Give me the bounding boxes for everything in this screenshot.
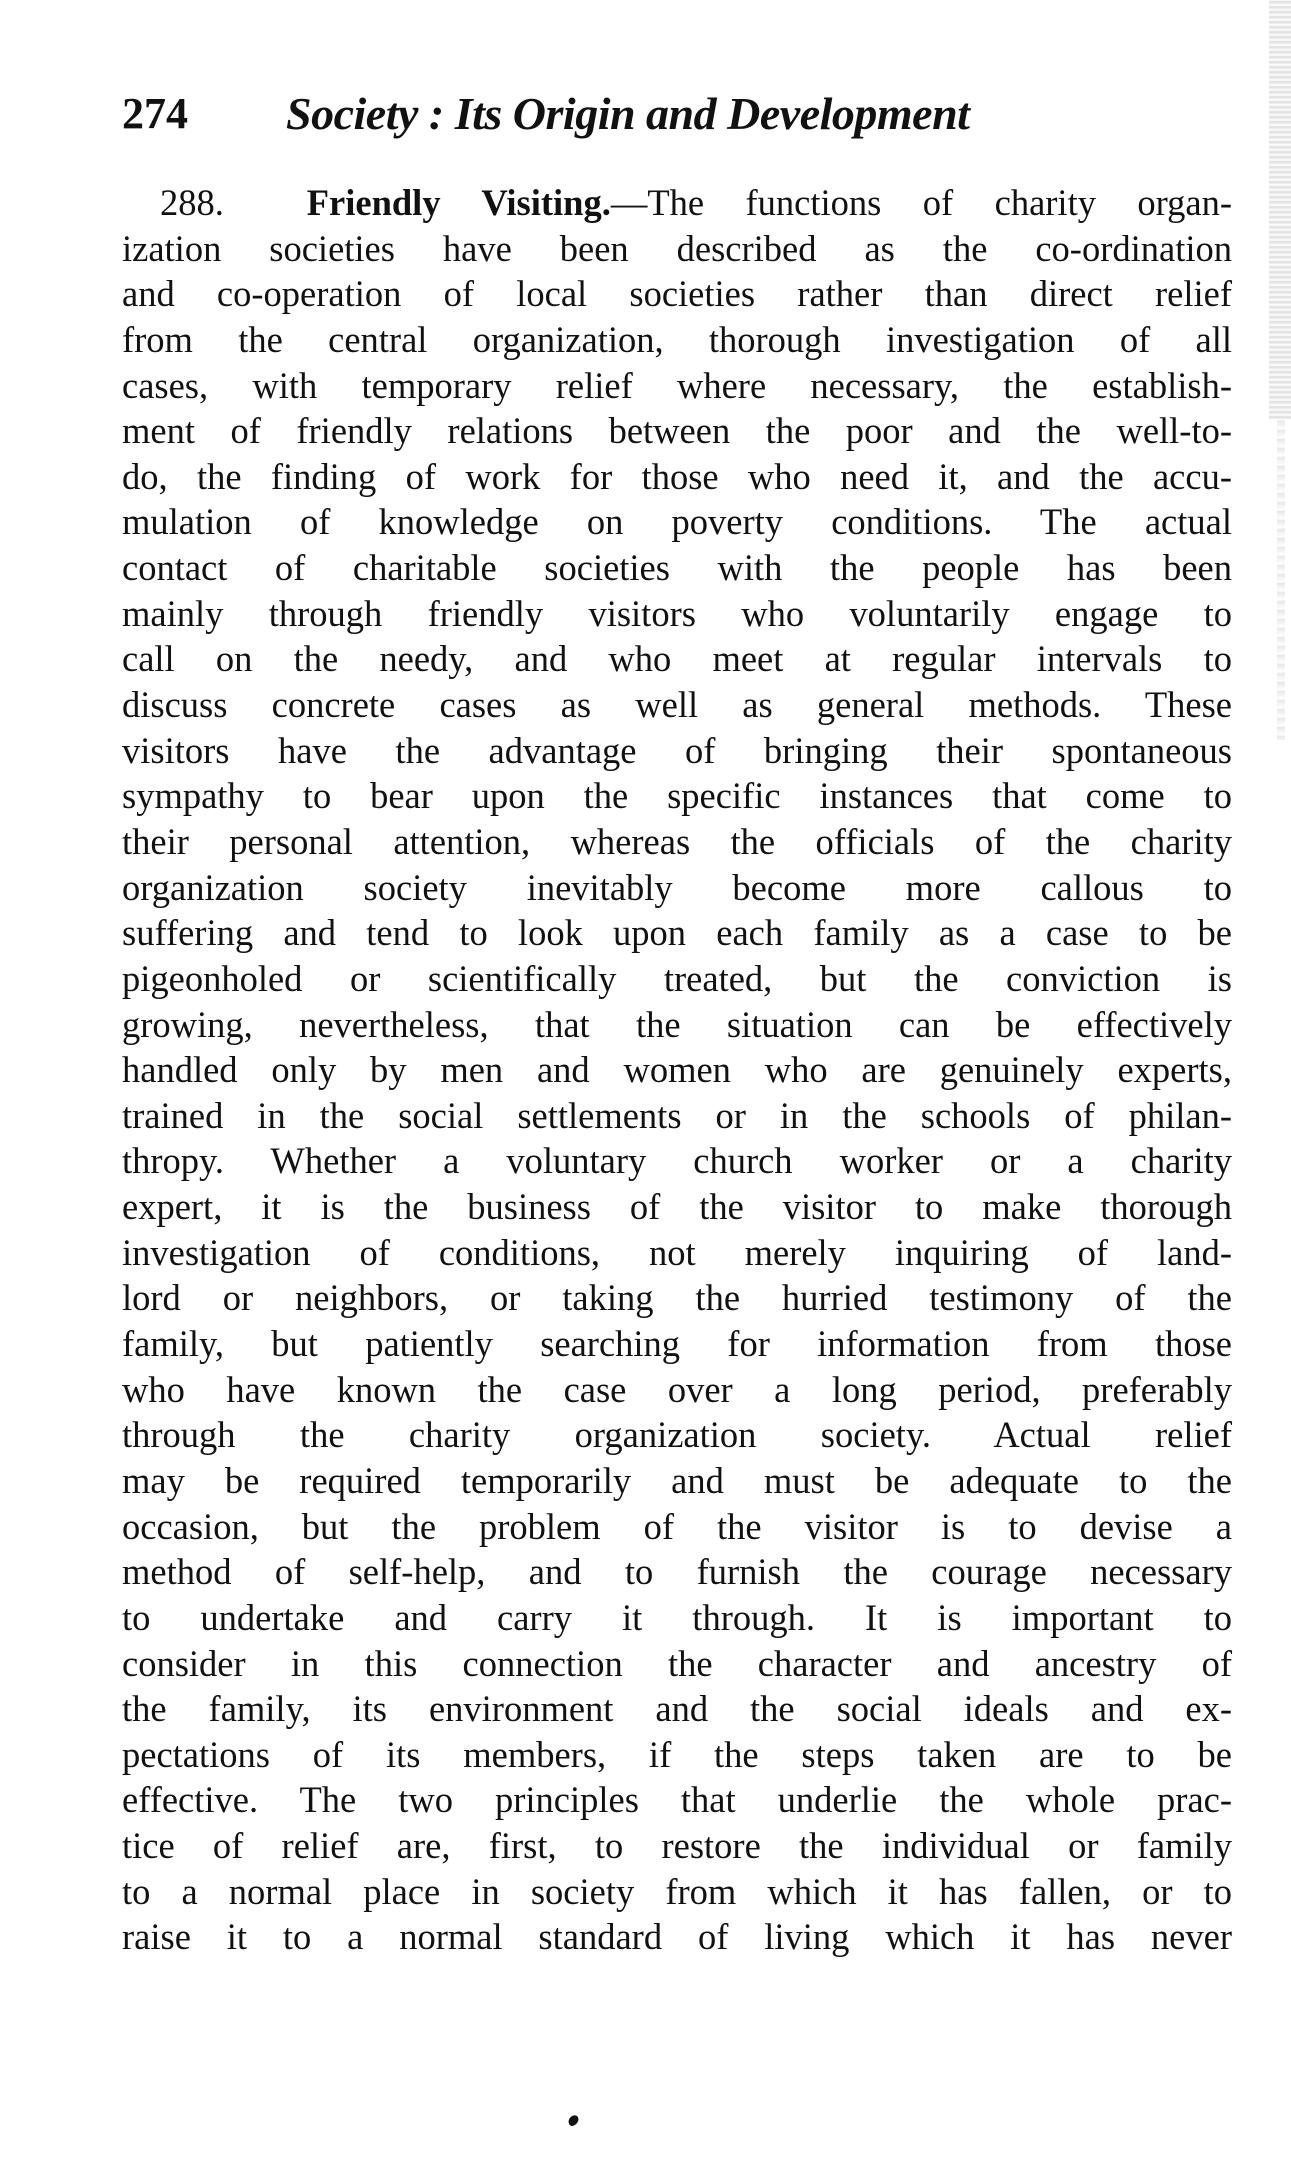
text-line: family, but patiently searching for information from those	[122, 1323, 1232, 1365]
text-line: organization society inevitably become more callous to	[122, 866, 1232, 908]
text-line: suffering and tend to look upon each family as a case to be	[122, 912, 1232, 954]
text-line: pigeonholed or scientifically treated, but the conviction is	[122, 957, 1232, 999]
text-line: effective. The two principles that underlie the whole prac-	[122, 1779, 1232, 1821]
text-line: ization societies have been described as the co-ordination	[122, 227, 1232, 269]
text-line: cases, with temporary relief where necessary, the establish-	[122, 364, 1232, 406]
text-line: may be required temporarily and must be adequate to the	[122, 1459, 1232, 1501]
section-first-line	[122, 180, 1232, 226]
text-line: tice of relief are, first, to restore the individual or family	[122, 1825, 1232, 1867]
text-line: sympathy to bear upon the specific instances that come to	[122, 775, 1232, 817]
text-line: handled only by men and women who are genuinely experts,	[122, 1049, 1232, 1091]
text-line: thropy. Whether a voluntary church worker or a charity	[122, 1140, 1232, 1182]
section-lead-text: —The functions of charity organ-	[610, 182, 1232, 223]
text-line: and co-operation of local societies rather than direct relief	[122, 273, 1232, 315]
text-line: investigation of conditions, not merely inquiring of land-	[122, 1231, 1232, 1273]
text-line: growing, nevertheless, that the situation can be effectively	[122, 1003, 1232, 1045]
text-line: mulation of knowledge on poverty conditions. The actual	[122, 501, 1232, 543]
scan-edge-artifact	[1269, 0, 1291, 420]
text-line: trained in the social settlements or in the schools of philan-	[122, 1094, 1232, 1136]
text-line: expert, it is the business of the visitor to make thorough	[122, 1186, 1232, 1228]
text-line: to a normal place in society from which it has fallen, or to	[122, 1870, 1232, 1912]
text-line: the family, its environment and the social ideals and ex-	[122, 1688, 1232, 1730]
text-line: through the charity organization society. Actual relief	[122, 1414, 1232, 1456]
text-line: ment of friendly relations between the poor and the well-to-	[122, 410, 1232, 452]
text-line: their personal attention, whereas the officials of the charity	[122, 820, 1232, 862]
text-line: mainly through friendly visitors who voluntarily engage to	[122, 592, 1232, 634]
text-line: contact of charitable societies with the people has been	[122, 547, 1232, 589]
body-text	[122, 180, 1232, 1960]
text-line: consider in this connection the character and ancestry of	[122, 1642, 1232, 1684]
text-line: visitors have the advantage of bringing their spontaneous	[122, 729, 1232, 771]
text-line: lord or neighbors, or taking the hurried testimony of the	[122, 1277, 1232, 1319]
text-line: who have known the case over a long period, preferably	[122, 1368, 1232, 1410]
text-line: method of self-help, and to furnish the courage necessary	[122, 1551, 1232, 1593]
text-line: to undertake and carry it through. It is important to	[122, 1596, 1232, 1638]
text-line: pectations of its members, if the steps taken are to be	[122, 1733, 1232, 1775]
text-line: call on the needy, and who meet at regular intervals to	[122, 638, 1232, 680]
text-line: raise it to a normal standard of living which it has never	[122, 1916, 1232, 1958]
section-number: 288.	[160, 182, 224, 223]
text-line: from the central organization, thorough investigation of all	[122, 318, 1232, 360]
text-line: do, the finding of work for those who need it, and the accu-	[122, 455, 1232, 497]
running-title: Society : Its Origin and Development	[286, 88, 970, 139]
ink-blot-mark	[566, 2114, 580, 2127]
text-line: discuss concrete cases as well as general methods. These	[122, 684, 1232, 726]
running-head	[122, 88, 1122, 144]
text-line: occasion, but the problem of the visitor is to devise a	[122, 1505, 1232, 1547]
page-number: 274	[122, 89, 188, 138]
section-heading: Friendly Visiting.	[306, 182, 611, 223]
scan-edge-artifact-lower	[1277, 420, 1285, 740]
